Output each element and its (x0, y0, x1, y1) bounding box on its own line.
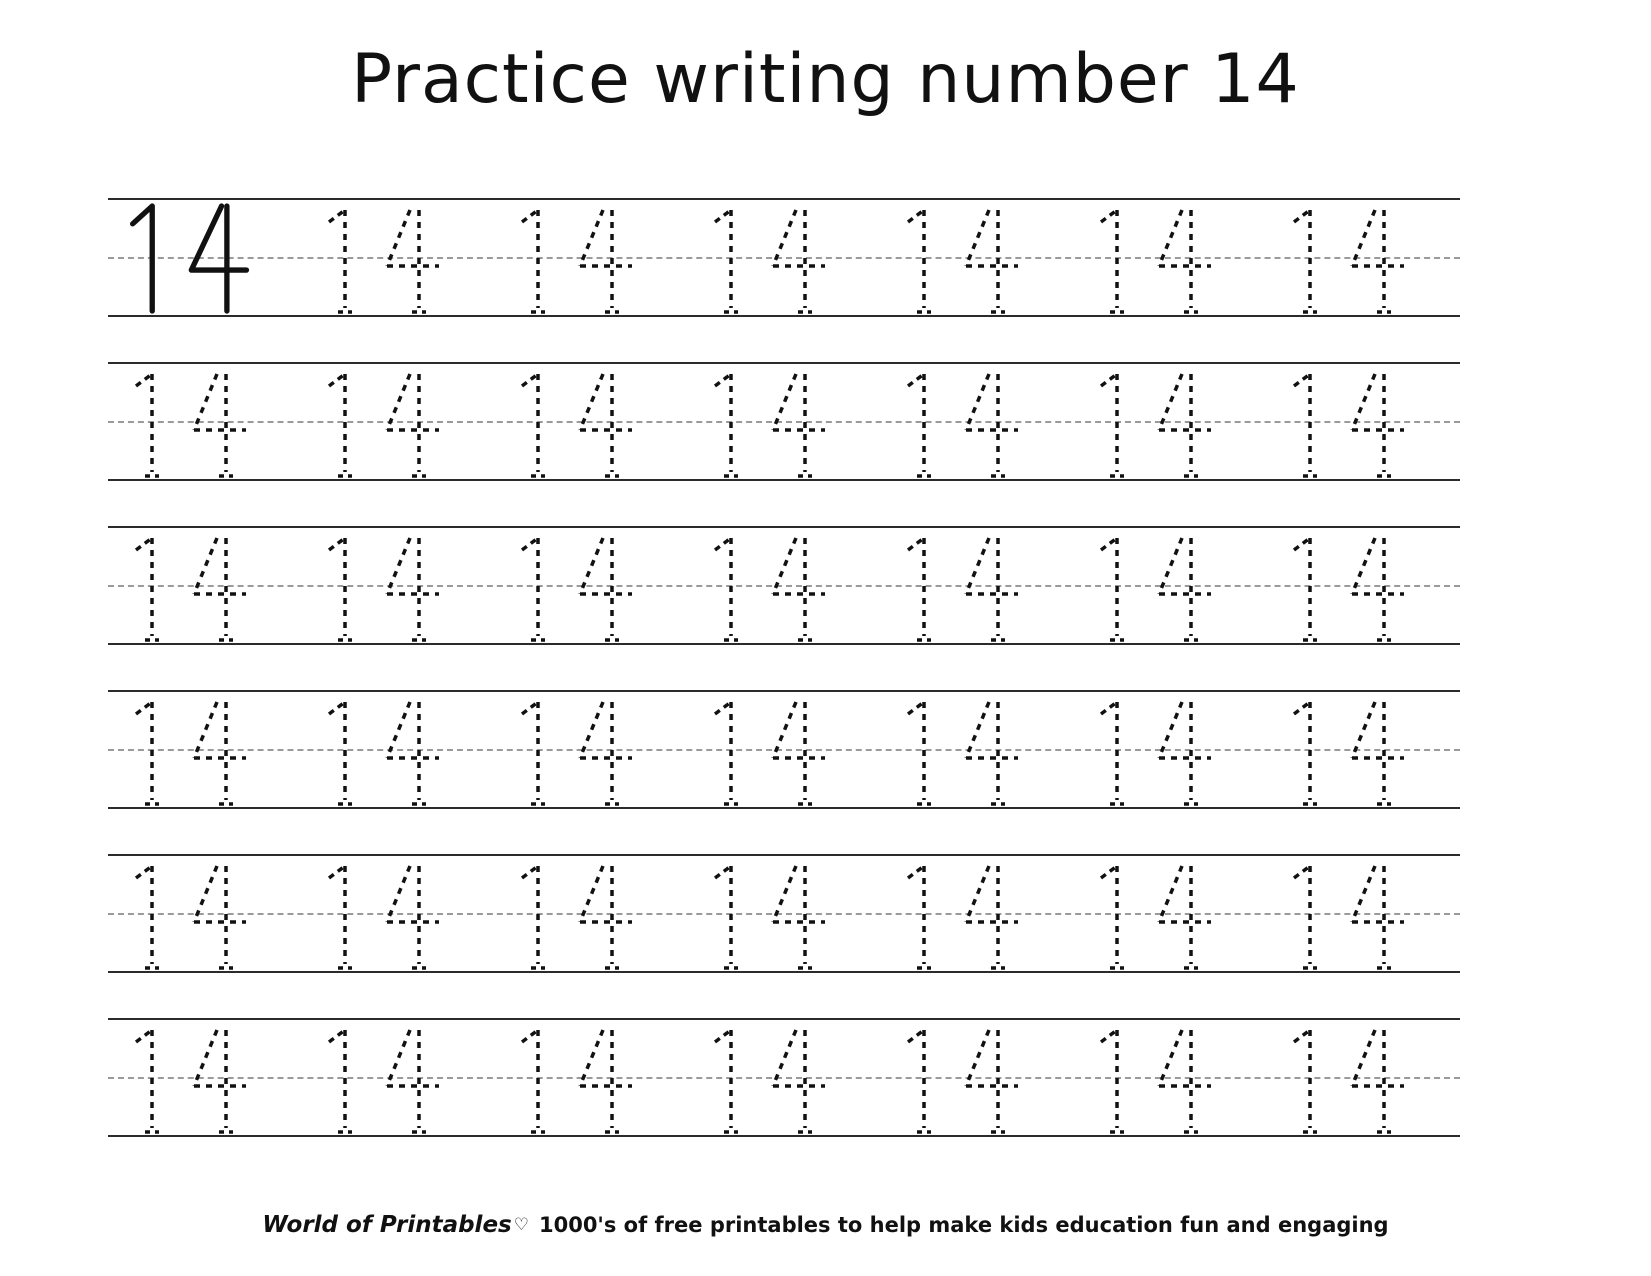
number-slot[interactable] (880, 362, 1073, 481)
number-slot[interactable] (1073, 1018, 1266, 1137)
row-slots (108, 1018, 1460, 1137)
practice-rows (108, 198, 1460, 1182)
traceable-number-14[interactable] (122, 364, 282, 481)
traceable-number-14[interactable] (122, 856, 282, 973)
row-slots (108, 362, 1460, 481)
traceable-number-14[interactable] (1087, 364, 1247, 481)
number-slot[interactable] (1073, 690, 1266, 809)
row-slots (108, 854, 1460, 973)
number-slot[interactable] (880, 854, 1073, 973)
number-slot[interactable] (301, 854, 494, 973)
practice-row (108, 362, 1460, 481)
number-slot[interactable] (301, 198, 494, 317)
number-slot[interactable] (687, 1018, 880, 1137)
number-slot[interactable] (880, 526, 1073, 645)
number-slot[interactable] (1266, 362, 1459, 481)
traceable-number-14[interactable] (1087, 856, 1247, 973)
practice-row (108, 198, 1460, 317)
traceable-number-14[interactable] (894, 200, 1054, 317)
number-slot[interactable] (1266, 854, 1459, 973)
traceable-number-14[interactable] (1280, 364, 1440, 481)
traceable-number-14[interactable] (701, 200, 861, 317)
number-slot[interactable] (494, 526, 687, 645)
number-slot[interactable] (301, 1018, 494, 1137)
traceable-number-14[interactable] (701, 856, 861, 973)
number-slot[interactable] (494, 362, 687, 481)
number-slot[interactable] (108, 690, 301, 809)
number-slot[interactable] (687, 362, 880, 481)
traceable-number-14[interactable] (894, 1020, 1054, 1137)
number-slot[interactable] (494, 198, 687, 317)
number-slot[interactable] (1073, 526, 1266, 645)
number-slot[interactable] (301, 526, 494, 645)
row-slots (108, 690, 1460, 809)
traceable-number-14[interactable] (1280, 1020, 1440, 1137)
number-slot[interactable] (880, 1018, 1073, 1137)
number-slot[interactable] (687, 198, 880, 317)
traceable-number-14[interactable] (1087, 1020, 1247, 1137)
practice-row (108, 854, 1460, 973)
traceable-number-14[interactable] (701, 1020, 861, 1137)
traceable-number-14[interactable] (508, 528, 668, 645)
practice-row (108, 1018, 1460, 1137)
number-slot[interactable] (880, 690, 1073, 809)
number-slot[interactable] (301, 690, 494, 809)
footer-tagline: 1000's of free printables to help make kids education fun and engaging (538, 1213, 1389, 1237)
number-slot[interactable] (880, 198, 1073, 317)
traceable-number-14[interactable] (508, 200, 668, 317)
traceable-number-14[interactable] (315, 200, 475, 317)
traceable-number-14[interactable] (122, 1020, 282, 1137)
number-slot[interactable] (108, 362, 301, 481)
number-slot[interactable] (494, 690, 687, 809)
number-slot[interactable] (687, 690, 880, 809)
traceable-number-14[interactable] (894, 528, 1054, 645)
heart-icon: ♡ (513, 1215, 529, 1235)
traceable-number-14[interactable] (122, 692, 282, 809)
traceable-number-14[interactable] (701, 364, 861, 481)
traceable-number-14[interactable] (1087, 528, 1247, 645)
traceable-number-14[interactable] (1087, 692, 1247, 809)
traceable-number-14[interactable] (1280, 528, 1440, 645)
example-number-14 (122, 200, 282, 317)
row-slots (108, 526, 1460, 645)
traceable-number-14[interactable] (701, 692, 861, 809)
number-slot[interactable] (1073, 362, 1266, 481)
traceable-number-14[interactable] (1087, 200, 1247, 317)
traceable-number-14[interactable] (1280, 856, 1440, 973)
traceable-number-14[interactable] (508, 856, 668, 973)
number-slot[interactable] (108, 198, 301, 317)
traceable-number-14[interactable] (701, 528, 861, 645)
traceable-number-14[interactable] (315, 692, 475, 809)
number-slot[interactable] (108, 854, 301, 973)
traceable-number-14[interactable] (315, 856, 475, 973)
number-slot[interactable] (1266, 1018, 1459, 1137)
traceable-number-14[interactable] (894, 856, 1054, 973)
traceable-number-14[interactable] (315, 528, 475, 645)
traceable-number-14[interactable] (894, 364, 1054, 481)
number-slot[interactable] (1073, 854, 1266, 973)
number-slot[interactable] (1073, 198, 1266, 317)
page-footer (0, 1212, 1651, 1238)
number-slot[interactable] (1266, 690, 1459, 809)
number-slot[interactable] (687, 526, 880, 645)
traceable-number-14[interactable] (508, 364, 668, 481)
traceable-number-14[interactable] (315, 364, 475, 481)
number-slot[interactable] (494, 854, 687, 973)
number-slot[interactable] (687, 854, 880, 973)
number-slot[interactable] (1266, 198, 1459, 317)
row-slots (108, 198, 1460, 317)
traceable-number-14[interactable] (122, 528, 282, 645)
number-slot[interactable] (301, 362, 494, 481)
brand-name: World of Printables (262, 1212, 512, 1238)
traceable-number-14[interactable] (315, 1020, 475, 1137)
number-slot[interactable] (108, 1018, 301, 1137)
page-title: Practice writing number 14 (351, 40, 1300, 119)
number-slot[interactable] (494, 1018, 687, 1137)
number-slot[interactable] (1266, 526, 1459, 645)
traceable-number-14[interactable] (894, 692, 1054, 809)
practice-row (108, 690, 1460, 809)
number-slot[interactable] (108, 526, 301, 645)
traceable-number-14[interactable] (1280, 692, 1440, 809)
practice-row (108, 526, 1460, 645)
traceable-number-14[interactable] (508, 692, 668, 809)
traceable-number-14[interactable] (1280, 200, 1440, 317)
traceable-number-14[interactable] (508, 1020, 668, 1137)
